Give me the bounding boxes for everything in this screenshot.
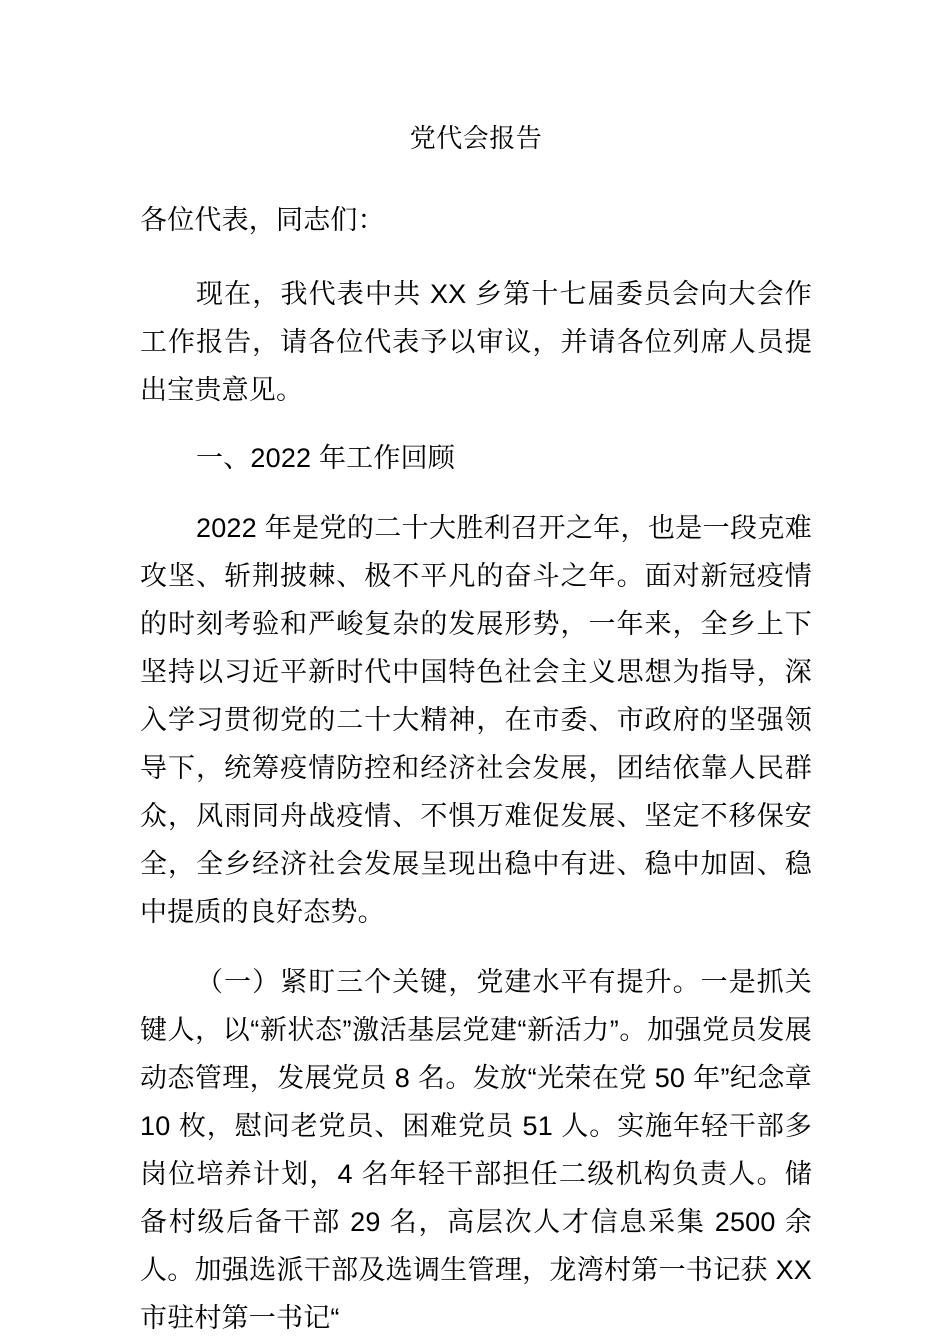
page-content-area — [140, 0, 812, 1342]
party-building-paragraph: （一）紧盯三个关键，党建水平有提升。一是抓关键人，以“新状态”激活基层党建“新活力”。加强党员发展动态管理，发展党员 8 名。发放“光荣在党 50 年”纪念章 10 枚，慰问老党员、困难党员 51 人。实施年轻干部多岗位培养计划，4 名年轻干部担任二级机构负责人。储备村级后备干部 29 名，高层次人才信息采集 2500 余人。加强选派干部及选调生管理，龙湾村第一书记获 XX 市驻村第一书记“ — [140, 967, 812, 1333]
page-title: 党代会报告 — [409, 123, 543, 153]
section-heading-work-review: 一、2022 年工作回顾 — [196, 443, 455, 473]
intro-paragraph: 现在，我代表中共 XX 乡第十七届委员会向大会作工作报告，请各位代表予以审议，并请各位列席人员提出宝贵意见。 — [140, 279, 812, 405]
work-review-paragraph: 2022 年是党的二十大胜利召开之年，也是一段克难攻坚、斩荆披棘、极不平凡的奋斗之年。面对新冠疫情的时刻考验和严峻复杂的发展形势，一年来，全乡上下坚持以习近平新时代中国特色社会主义思想为指导，深入学习贯彻党的二十大精神，在市委、市政府的坚强领导下，统筹疫情防控和经济社会发展，团结依靠人民群众，风雨同舟战疫情、不惧万难促发展、坚定不移保安全，全乡经济社会发展呈现出稳中有进、稳中加固、稳中提质的良好态势。 — [140, 513, 812, 927]
salutation-line: 各位代表，同志们： — [140, 205, 385, 235]
